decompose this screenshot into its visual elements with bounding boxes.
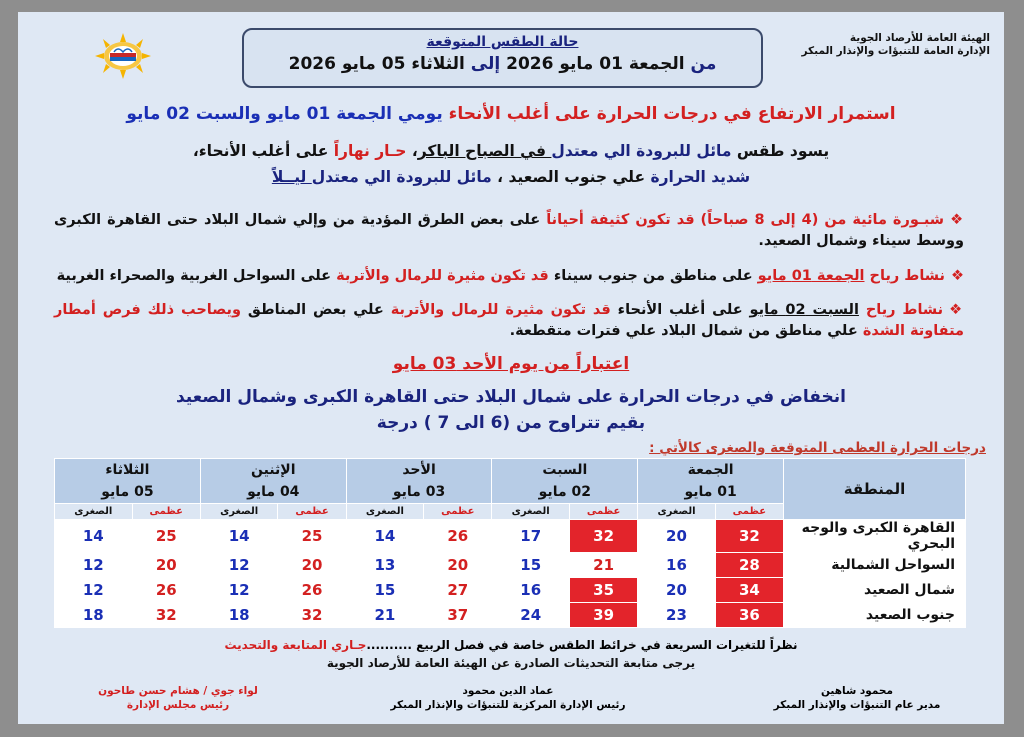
min-temp-cell: 20 [638, 520, 716, 553]
max-label: عظمى [424, 504, 492, 520]
weather-description-line-1: يسود طقس مائل للبرودة الي معتدل في الصباح الباكر، حـار نهاراً على أغلب الأنحاء، [192, 142, 830, 160]
min-label: الصغرى [638, 504, 716, 520]
max-label: عظمى [132, 504, 200, 520]
max-temp-cell: 21 [569, 553, 637, 578]
min-label: الصغرى [55, 504, 133, 520]
region-name: جنوب الصعيد [784, 603, 966, 628]
day-header: الجمعة 01 مايو [638, 459, 784, 504]
diamond-bullet-icon: ❖ [951, 268, 964, 284]
table-body [55, 520, 966, 628]
min-label: الصغرى [492, 504, 570, 520]
org-line-2: الإدارة العامة للتنبؤات والإنذار المبكر [801, 45, 990, 57]
max-temp-cell: 37 [424, 603, 492, 628]
region-name: شمال الصعيد [784, 578, 966, 603]
max-temp-cell: 32 [715, 520, 783, 553]
signature-block: محمود شاهين مدير عام التنبؤات والإنذار المبكر [773, 685, 941, 711]
headline: استمرار الارتفاع في درجات الحرارة على أغلب الأنحاء يومي الجمعة 01 مايو والسبت 02 مايو [126, 104, 896, 124]
table-header-row [55, 459, 966, 504]
max-temp-cell: 32 [569, 520, 637, 553]
footer-note-2: يرجى متابعة التحديثات الصادرة عن الهيئة العامة للأرصاد الجوية [326, 656, 696, 670]
min-temp-cell: 14 [55, 520, 133, 553]
signature-block: عماد الدين محمود رئيس الإدارة المركزية للتنبؤات والإنذار المبكر [390, 685, 626, 711]
max-label: عظمى [715, 504, 783, 520]
cooling-note: انخفاض في درجات الحرارة على شمال البلاد حتى القاهرة الكبرى وشمال الصعيد بقيم تتراوح من (6 الى 7 ) درجة [175, 387, 847, 433]
table-row [55, 578, 966, 603]
min-temp-cell: 15 [492, 553, 570, 578]
day-header: السبت 02 مايو [492, 459, 638, 504]
table-row [55, 553, 966, 578]
day-header: الإثنين 04 مايو [200, 459, 346, 504]
weather-description-line-2: شديد الحرارة علي جنوب الصعيد ، مائل للبرودة الي معتدل ليــلاً [271, 168, 751, 186]
min-temp-cell: 18 [200, 603, 278, 628]
max-temp-cell: 32 [132, 603, 200, 628]
min-label: الصغرى [346, 504, 424, 520]
date-range: من الجمعة 01 مايو 2026 إلى الثلاثاء 05 مايو 2026 [288, 54, 717, 74]
table-caption: درجات الحرارة العظمى المتوقعة والصغرى كالأتي : [649, 440, 986, 456]
temperature-table [54, 458, 966, 628]
day-header: الثلاثاء 05 مايو [55, 459, 201, 504]
table-row [55, 520, 966, 553]
max-temp-cell: 28 [715, 553, 783, 578]
signature-block: لواء جوي / هشام حسن طاحون رئيس مجلس الإدارة [98, 685, 258, 711]
min-temp-cell: 14 [200, 520, 278, 553]
forecast-page [18, 12, 1004, 724]
max-temp-cell: 26 [132, 578, 200, 603]
region-name: السواحل الشمالية [784, 553, 966, 578]
region-column-header: المنطقة [784, 459, 966, 520]
ema-logo [92, 32, 154, 80]
max-temp-cell: 25 [278, 520, 346, 553]
min-temp-cell: 14 [346, 520, 424, 553]
min-temp-cell: 21 [346, 603, 424, 628]
diamond-bullet-icon: ❖ [949, 302, 964, 318]
bullet-wind-saturday: ❖نشاط رياح السبت 02 مايو على أغلب الأنحاء قد تكون مثيرة للرمال والأتربة علي بعض المناطق ويصاحب ذلك فرص أمطار متفاوتة الشدة علي مناطق من شمال البلاد علي فترات متقطعة. [54, 302, 964, 339]
min-temp-cell: 13 [346, 553, 424, 578]
footer-note-1: نظراً للتغيرات السريعة في خرائط الطقس خاصة في فصل الربيع ..........جـاري المتابعة والتحديث [224, 638, 798, 652]
min-temp-cell: 12 [200, 553, 278, 578]
max-temp-cell: 27 [424, 578, 492, 603]
min-temp-cell: 18 [55, 603, 133, 628]
day-header: الأحد 03 مايو [346, 459, 492, 504]
organization-header [802, 32, 990, 58]
bullet-wind-friday: ❖نشاط رياح الجمعة 01 مايو على مناطق من جنوب سيناء قد تكون مثيرة للرمال والأتربة على السواحل الغربية والصحراء الغربية [56, 268, 964, 284]
max-temp-cell: 20 [132, 553, 200, 578]
title-box [242, 28, 763, 88]
min-label: الصغرى [200, 504, 278, 520]
min-temp-cell: 12 [55, 553, 133, 578]
table-row [55, 603, 966, 628]
org-line-1: الهيئة العامة للأرصاد الجوية [849, 32, 990, 44]
min-temp-cell: 17 [492, 520, 570, 553]
max-label: عظمى [569, 504, 637, 520]
min-temp-cell: 16 [492, 578, 570, 603]
diamond-bullet-icon: ❖ [950, 212, 965, 228]
min-temp-cell: 16 [638, 553, 716, 578]
min-temp-cell: 24 [492, 603, 570, 628]
max-temp-cell: 26 [424, 520, 492, 553]
max-temp-cell: 25 [132, 520, 200, 553]
region-name: القاهرة الكبرى والوجه البحري [784, 520, 966, 553]
bullet-fog: ❖شبـورة مائية من (4 إلى 8 صباحاً) قد تكون كثيفة أحياناً على بعض الطرق المؤدية من وإلي شمال البلاد حتى القاهرة الكبرى ووسط سيناء وشمال الصعيد. [54, 212, 965, 249]
max-temp-cell: 39 [569, 603, 637, 628]
min-temp-cell: 20 [638, 578, 716, 603]
page-title: حالة الطقس المتوقعة [426, 34, 579, 50]
min-temp-cell: 12 [200, 578, 278, 603]
max-temp-cell: 20 [278, 553, 346, 578]
max-temp-cell: 26 [278, 578, 346, 603]
max-temp-cell: 35 [569, 578, 637, 603]
min-temp-cell: 12 [55, 578, 133, 603]
min-temp-cell: 23 [638, 603, 716, 628]
min-temp-cell: 15 [346, 578, 424, 603]
max-temp-cell: 36 [715, 603, 783, 628]
max-temp-cell: 20 [424, 553, 492, 578]
max-label: عظمى [278, 504, 346, 520]
max-temp-cell: 34 [715, 578, 783, 603]
max-temp-cell: 32 [278, 603, 346, 628]
from-sunday-heading: اعتباراً من يوم الأحد 03 مايو [392, 354, 630, 374]
